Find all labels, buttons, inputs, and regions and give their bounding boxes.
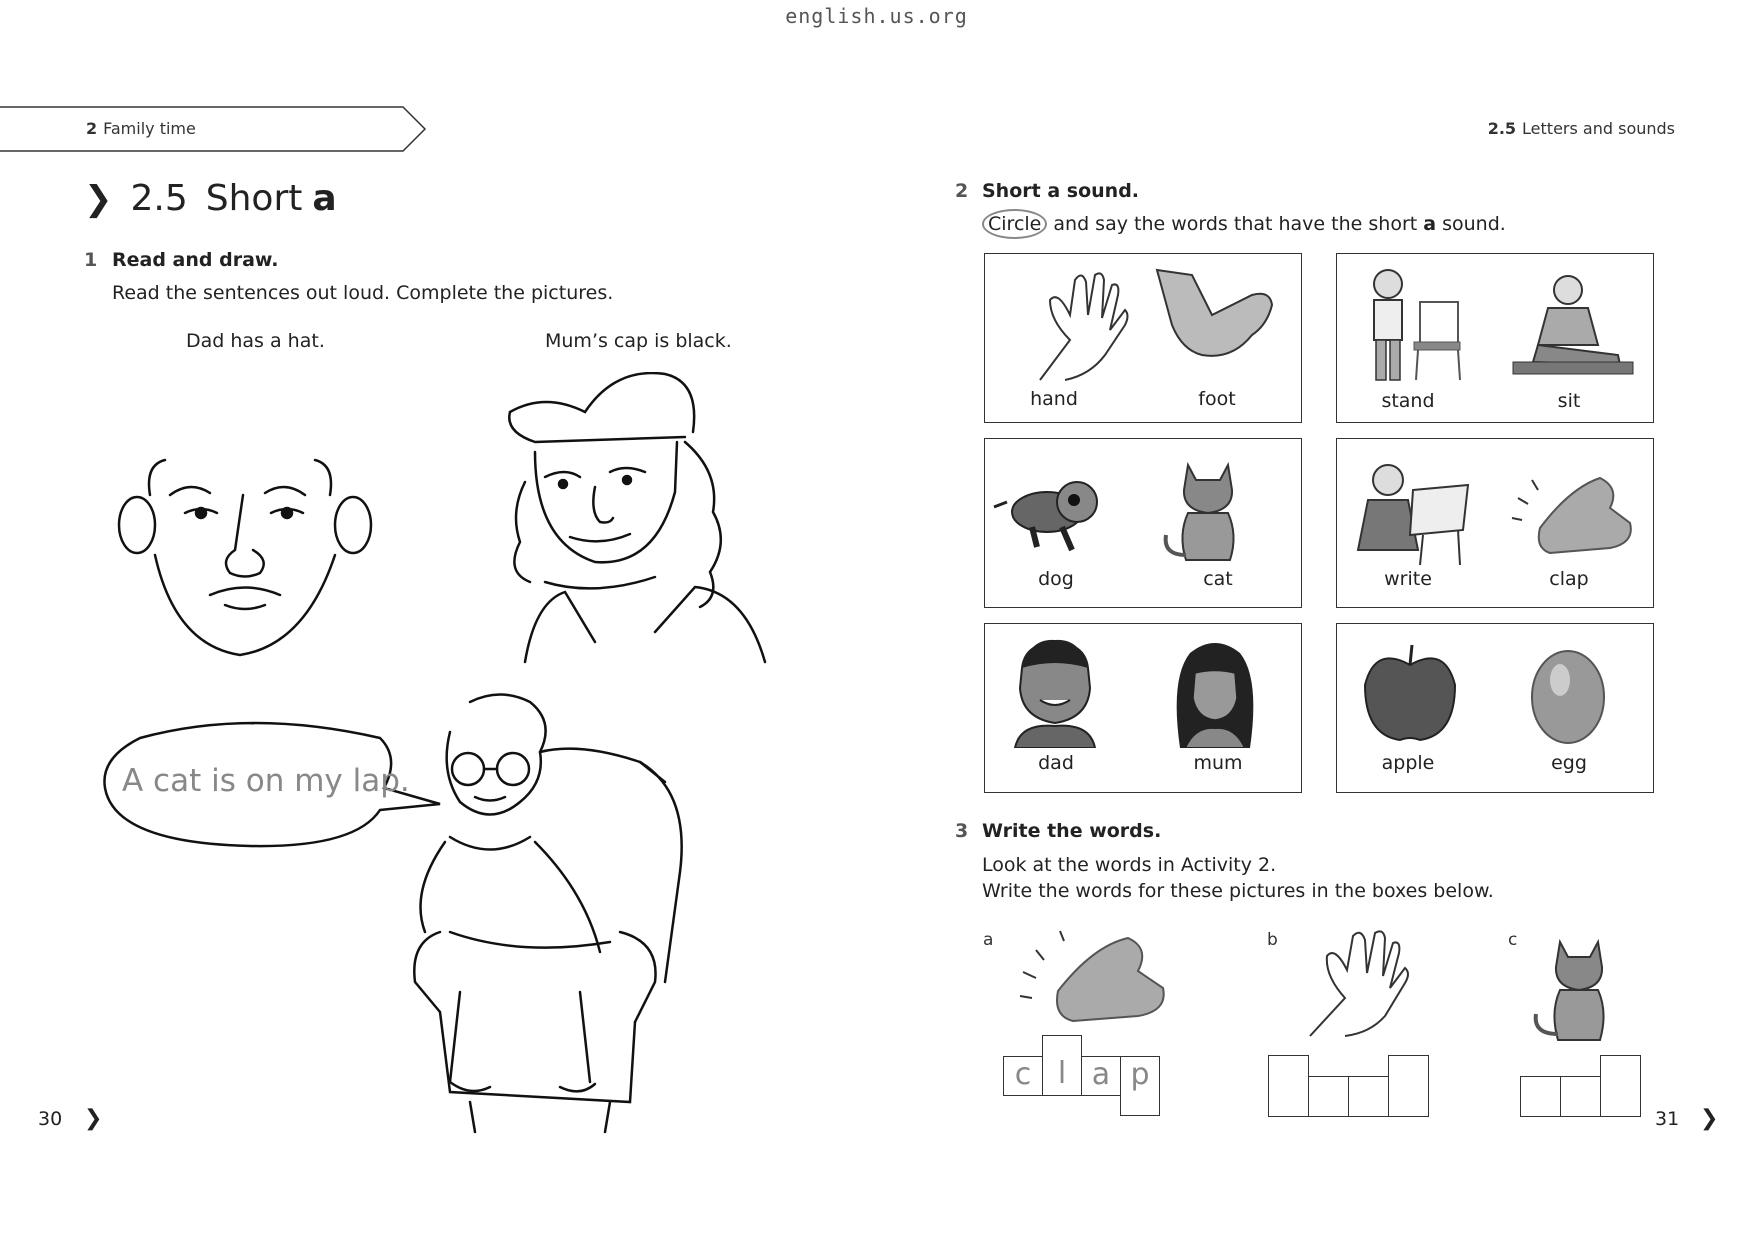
word-label[interactable]: stand: [1381, 390, 1435, 412]
word-label[interactable]: egg: [1551, 752, 1587, 774]
letter-box-text: a: [1091, 1057, 1111, 1092]
section3-line2: Write the words for these pictures in the boxes below.: [982, 880, 1494, 902]
word-label[interactable]: dad: [1038, 752, 1074, 774]
section2-heading-letter: a: [1047, 180, 1061, 202]
word-label[interactable]: apple: [1381, 752, 1435, 774]
page-number-right: 31: [1655, 1108, 1680, 1130]
unit-number: 2: [86, 119, 98, 138]
mum-illustration: [505, 372, 775, 667]
letter-box-text: c: [1014, 1057, 1032, 1092]
letter-box[interactable]: [1520, 1076, 1561, 1117]
letter-box[interactable]: [1560, 1076, 1601, 1117]
letter-box[interactable]: [1081, 1056, 1121, 1096]
clap-icon: [1018, 926, 1173, 1026]
word-label[interactable]: mum: [1193, 752, 1243, 774]
section3-line1: Look at the words in Activity 2.: [982, 854, 1277, 876]
section3-heading: Write the words.: [982, 820, 1162, 842]
section2-instruction-mid: and say the words that have the short: [1047, 213, 1424, 235]
word-label[interactable]: dog: [1038, 568, 1074, 590]
letter-box[interactable]: [1348, 1076, 1389, 1117]
unit-tab-label: [86, 119, 196, 138]
word-label[interactable]: cat: [1203, 568, 1233, 590]
next-page-icon[interactable]: ❯: [1700, 1106, 1719, 1131]
section3-number: 3: [955, 820, 969, 842]
watermark-text: english.us.org: [785, 4, 968, 28]
lesson-number: 2.5: [1487, 119, 1517, 138]
foot-icon: [1152, 265, 1277, 380]
hand-icon: [1305, 928, 1415, 1038]
section1-heading: Read and draw.: [112, 249, 279, 271]
letter-box-text: l: [1057, 1056, 1067, 1091]
word-label[interactable]: write: [1384, 568, 1432, 590]
title-word: Short: [205, 178, 303, 219]
letter-box[interactable]: [1600, 1055, 1641, 1117]
letter-box[interactable]: [1388, 1055, 1429, 1117]
item-letter: b: [1267, 930, 1278, 950]
dog-icon: [992, 462, 1117, 557]
circled-word: Circle: [982, 209, 1047, 239]
section1-number: 1: [84, 249, 98, 271]
title-letter: a: [312, 178, 337, 219]
page-number-left: 30: [38, 1108, 63, 1130]
sentence-dad: Dad has a hat.: [186, 330, 325, 352]
word-label[interactable]: sit: [1557, 390, 1581, 412]
item-letter: c: [1508, 930, 1518, 950]
section2-heading-post: sound.: [1060, 180, 1140, 202]
speech-text: A cat is on my lap.: [122, 763, 410, 799]
lesson-title: Letters and sounds: [1522, 119, 1675, 138]
word-label[interactable]: hand: [1030, 388, 1078, 410]
section2-instruction-post: sound.: [1436, 213, 1506, 235]
unit-title: Family time: [103, 119, 196, 138]
sit-icon: [1508, 270, 1638, 380]
section2-instruction: [982, 213, 1506, 235]
write-icon: [1348, 455, 1473, 570]
cat-icon: [1158, 455, 1258, 565]
word-label[interactable]: foot: [1198, 388, 1236, 410]
letter-box[interactable]: [1003, 1056, 1043, 1096]
clap-icon: [1510, 468, 1640, 558]
title-number: 2.5: [130, 178, 188, 219]
letter-box[interactable]: [1268, 1055, 1309, 1117]
letter-box-text: p: [1130, 1057, 1150, 1092]
section1-instruction: Read the sentences out loud. Complete the pictures.: [112, 282, 614, 304]
item-letter: a: [983, 930, 994, 950]
letter-box[interactable]: [1120, 1056, 1160, 1116]
dad-face-illustration: [115, 455, 375, 670]
mum-icon: [1165, 638, 1265, 748]
hand-icon: [1030, 270, 1130, 385]
section2-heading: [982, 180, 1139, 202]
apple-icon: [1360, 640, 1460, 745]
egg-icon: [1528, 645, 1608, 745]
unit-tab: [0, 105, 440, 155]
letter-box[interactable]: [1308, 1076, 1349, 1117]
chevron-right-icon: ❯: [84, 178, 113, 219]
section2-heading-pre: Short: [982, 180, 1048, 202]
sentence-mum: Mum’s cap is black.: [545, 330, 732, 352]
lesson-header: [1488, 119, 1675, 138]
page-title: [84, 178, 337, 219]
stand-icon: [1358, 262, 1473, 387]
word-label[interactable]: clap: [1549, 568, 1589, 590]
section2-instruction-letter: a: [1423, 213, 1437, 235]
section2-number: 2: [955, 180, 969, 202]
grandma-illustration: [380, 692, 715, 1142]
next-page-icon[interactable]: ❯: [84, 1106, 103, 1131]
letter-box[interactable]: [1042, 1035, 1082, 1096]
cat-icon: [1528, 932, 1628, 1047]
dad-icon: [1010, 638, 1100, 748]
